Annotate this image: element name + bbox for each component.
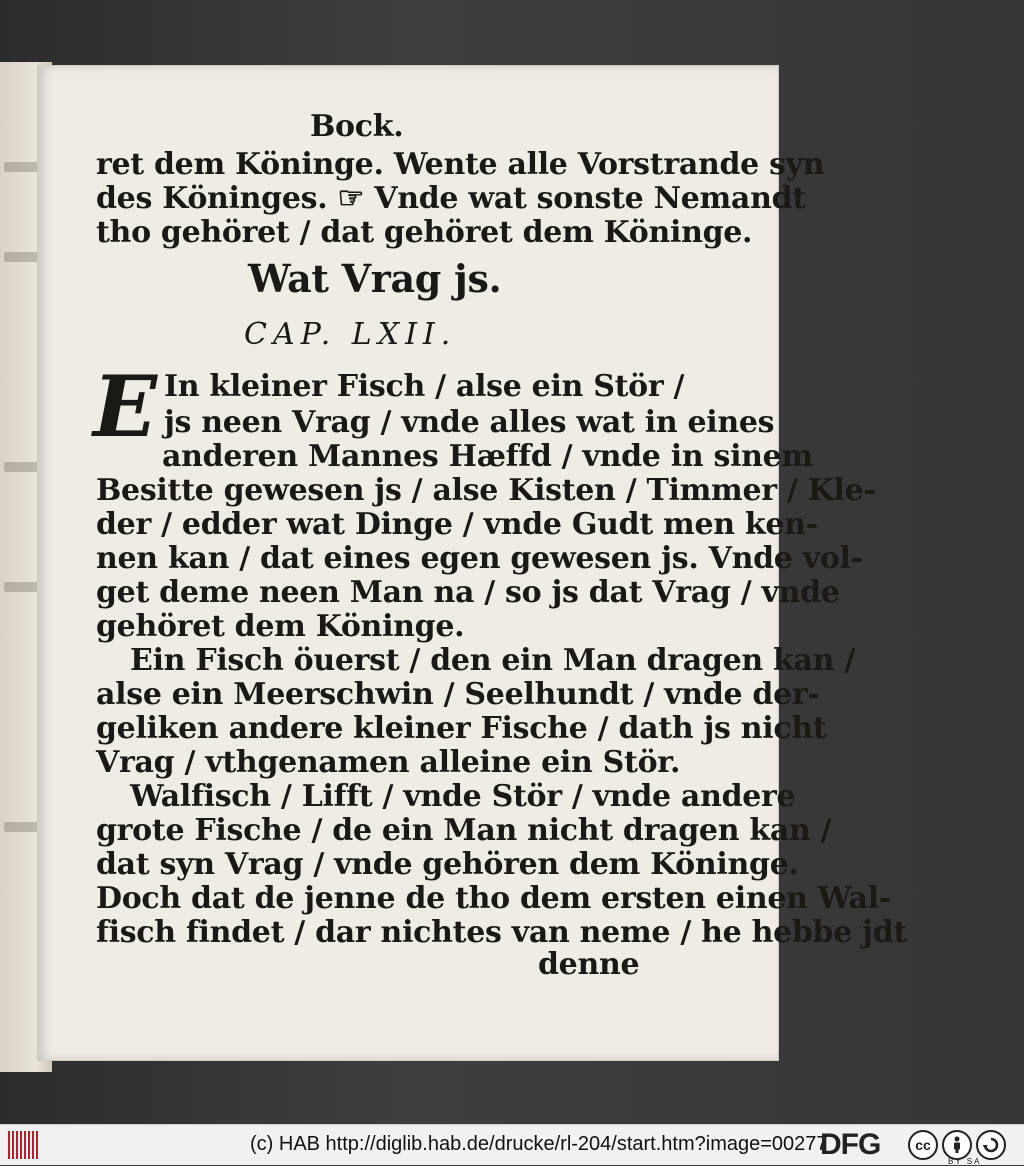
- text-line: tho gehöret / dat gehöret dem Köninge.: [96, 215, 753, 250]
- chapter-heading: CAP. LXII.: [244, 317, 457, 352]
- attribution-icon: [942, 1130, 972, 1160]
- text-line: dat syn Vrag / vnde gehören dem Köninge.: [96, 847, 799, 882]
- text-line: Besitte gewesen js / alse Kisten / Timmer / Kle-: [96, 473, 876, 508]
- barcode-icon: [8, 1131, 40, 1159]
- cc-icon: cc: [908, 1130, 938, 1160]
- catchword: denne: [538, 947, 640, 982]
- cc-license-label: BY SA: [948, 1157, 982, 1166]
- viewer-footer: [0, 1124, 1024, 1165]
- text-line: Vrag / vthgenamen alleine ein Stör.: [96, 745, 681, 780]
- text-line: Doch dat de jenne de tho dem ersten einen Wal-: [96, 881, 891, 916]
- section-title: Wat Vrag js.: [248, 256, 502, 301]
- drop-initial: E: [92, 357, 158, 456]
- text-line: fisch findet / dar nichtes van neme / he hebbe jdt: [96, 915, 907, 950]
- book-page: [38, 66, 907, 1060]
- text-line: js neen Vrag / vnde alles wat in eines: [164, 405, 775, 440]
- text-line: Walfisch / Lifft / vnde Stör / vnde andere: [130, 779, 796, 814]
- citation-link[interactable]: (c) HAB http://diglib.hab.de/drucke/rl-204/start.htm?image=00277: [250, 1133, 828, 1155]
- text-line: des Köninges. ☞ Vnde wat sonste Nemandt: [96, 181, 806, 216]
- text-line: nen kan / dat eines egen gewesen js. Vnde vol-: [96, 541, 863, 576]
- creative-commons-badge[interactable]: [908, 1129, 1020, 1166]
- text-line: In kleiner Fisch / alse ein Stör /: [164, 369, 685, 404]
- text-line: der / edder wat Dinge / vnde Gudt men ken-: [96, 507, 818, 542]
- text-line: Ein Fisch öuerst / den ein Man dragen kan /: [130, 643, 855, 678]
- text-line: anderen Mannes Hæffd / vnde in sinem: [162, 439, 813, 474]
- text-line: grote Fische / de ein Man nicht dragen kan /: [96, 813, 832, 848]
- share-alike-icon: [976, 1130, 1006, 1160]
- running-head: Bock.: [310, 109, 404, 144]
- dfg-logo: DFG: [820, 1128, 881, 1161]
- text-line: alse ein Meerschwin / Seelhundt / vnde der-: [96, 677, 820, 712]
- text-line: ret dem Köninge. Wente alle Vorstrande syn: [96, 147, 825, 182]
- text-line: geliken andere kleiner Fische / dath js nicht: [96, 711, 827, 746]
- text-line: gehöret dem Köninge.: [96, 609, 465, 644]
- text-line: get deme neen Man na / so js dat Vrag / vnde: [96, 575, 840, 610]
